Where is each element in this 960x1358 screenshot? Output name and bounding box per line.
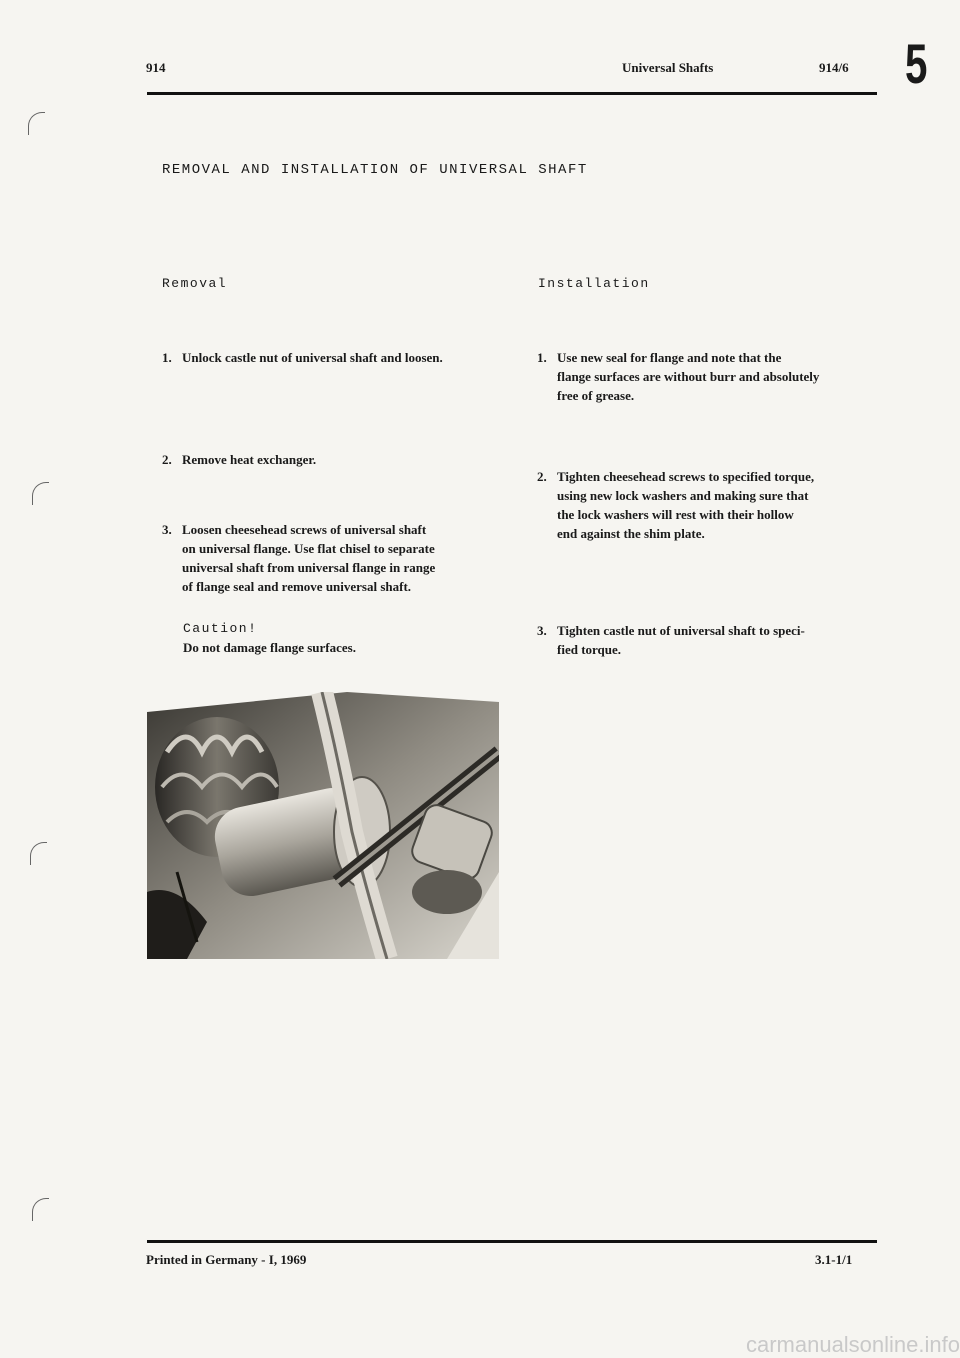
page-title: REMOVAL AND INSTALLATION OF UNIVERSAL SHAFT xyxy=(162,162,588,178)
step-text: end against the shim plate. xyxy=(557,526,705,541)
step-text: Loosen cheesehead screws of universal shaft xyxy=(182,522,427,537)
step-text: the lock washers will rest with their hollow xyxy=(557,507,794,522)
universal-shaft-photo xyxy=(147,692,499,959)
step-number: 3. xyxy=(162,522,172,537)
page-reference: 3.1-1/1 xyxy=(815,1252,853,1267)
margin-mark xyxy=(28,112,45,135)
step-text: of flange seal and remove universal shaft. xyxy=(182,579,412,594)
step-text: Tighten castle nut of universal shaft to speci- xyxy=(557,623,805,638)
step-text: free of grease. xyxy=(557,388,635,403)
step-text: Remove heat exchanger. xyxy=(182,452,317,467)
step-number: 2. xyxy=(162,452,172,467)
caution-label: Caution! xyxy=(183,621,258,636)
footer-rule xyxy=(147,1240,877,1243)
installation-step-3 xyxy=(537,621,897,661)
step-text: on universal flange. Use flat chisel to separate xyxy=(182,541,435,556)
step-number: 1. xyxy=(537,350,547,365)
margin-mark xyxy=(30,842,47,865)
installation-step-2 xyxy=(537,467,897,547)
step-number: 1. xyxy=(162,350,172,365)
header-model: 914 xyxy=(146,60,166,75)
step-text: Tighten cheesehead screws to specified torque, xyxy=(557,469,815,484)
step-text: using new lock washers and making sure that xyxy=(557,488,809,503)
header-variant: 914/6 xyxy=(819,60,849,75)
installation-step-1 xyxy=(537,348,897,408)
watermark: carmanualsonline.info xyxy=(745,1332,960,1357)
header-section: Universal Shafts xyxy=(622,60,714,75)
margin-mark xyxy=(32,1198,49,1221)
step-number: 3. xyxy=(537,623,547,638)
step-text: flange surfaces are without burr and absolutely xyxy=(557,369,820,384)
header-rule xyxy=(147,92,877,95)
step-text: universal shaft from universal flange in range xyxy=(182,560,436,575)
removal-step-3 xyxy=(162,520,522,600)
margin-mark xyxy=(32,482,49,505)
step-text: fied torque. xyxy=(557,642,622,657)
step-number: 2. xyxy=(537,469,547,484)
step-text: Use new seal for flange and note that the xyxy=(557,350,782,365)
step-text: Unlock castle nut of universal shaft and loosen. xyxy=(182,350,443,365)
chapter-number: 5 xyxy=(905,32,928,95)
installation-heading: Installation xyxy=(538,276,650,291)
caution-text: Do not damage flange surfaces. xyxy=(183,640,356,655)
removal-heading: Removal xyxy=(162,276,228,291)
printed-info: Printed in Germany - I, 1969 xyxy=(146,1252,307,1267)
